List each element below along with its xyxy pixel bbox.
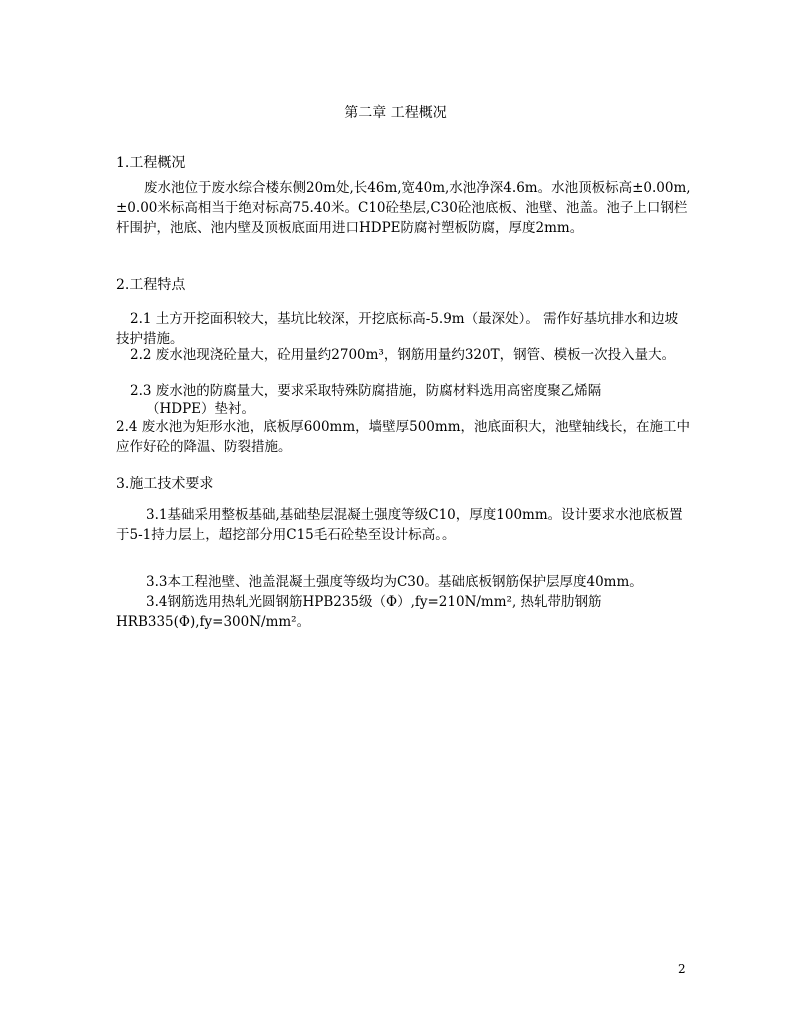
paragraph-project-overview: 废水池位于废水综合楼东侧20m处,长46m,宽40m,水池净深4.6m。水池顶板标高±0.00m, ±0.00米标高相当于绝对标高75.40米。C10砼垫层,C30砼池底板、池壁、池盖。池子上口钢栏杆围护，池底、池内壁及顶板底面用进口HDPE防腐衬塑板防腐，厚度2mm。 — [116, 180, 691, 236]
paragraph-requirement-3-1: 3.1基础采用整板基础,基础垫层混凝土强度等级C10，厚度100mm。设计要求水池底板置于5-1持力层上，超挖部分用C15毛石砼垫至设计标高。。 — [116, 507, 683, 543]
paragraph-requirement-3-4: 3.4钢筋选用热轧光圆钢筋HPB235级（Φ）,fy=210N/mm², 热轧带肋钢筋HRB335(Φ),fy=300N/mm²。 — [116, 594, 602, 630]
section-heading-2: 2.工程特点 — [116, 277, 186, 293]
section-heading-3: 3.施工技术要求 — [116, 476, 214, 492]
paragraph-feature-2-3: 2.3 废水池的防腐量大，要求采取特殊防腐措施，防腐材料选用高密度聚乙烯隔 — [130, 383, 602, 399]
paragraph-feature-2-2: 2.2 废水池现浇砼量大，砼用量约2700m³，钢筋用量约320T，钢管、模板一次投入量大。 — [130, 347, 676, 363]
page-number: 2 — [678, 962, 686, 976]
paragraph-feature-2-3-cont: （HDPE）垫衬。 — [146, 401, 256, 417]
paragraph-feature-2-4: 2.4 废水池为矩形水池，底板厚600mm，墙壁厚500mm，池底面积大，池壁轴线长，在施工中应作好砼的降温、防裂措施。 — [116, 419, 690, 455]
paragraph-requirement-3-3: 3.3本工程池壁、池盖混凝土强度等级均为C30。基础底板钢筋保护层厚度40mm。 — [146, 574, 643, 590]
section-heading-1: 1.工程概况 — [116, 155, 186, 171]
paragraph-feature-2-1: 2.1 土方开挖面积较大，基坑比较深，开挖底标高-5.9m（最深处）。 需作好基坑排水和边坡技护措施。 — [116, 311, 679, 347]
chapter-title: 第二章 工程概况 — [344, 105, 447, 121]
